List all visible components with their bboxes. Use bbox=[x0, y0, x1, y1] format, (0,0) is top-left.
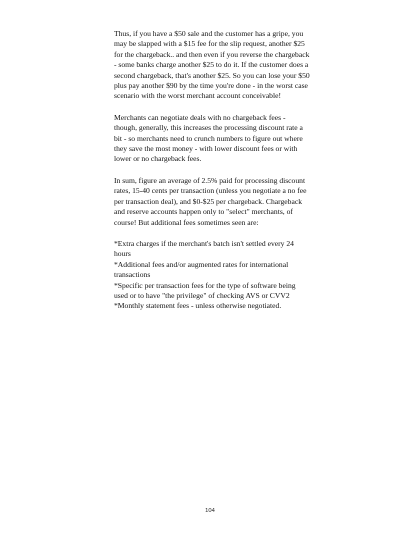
page-number: 104 bbox=[205, 508, 215, 514]
paragraph-summary: In sum, figure an average of 2.5% paid for processing discount rates, 15-40 cents per transaction (unless you negotiate a no fee per transaction deal), and $0-$25 per chargeback. Chargeback and reserve accounts happen only to "select" merchants, of course! But additional fees sometimes seen are: bbox=[114, 175, 307, 227]
paragraph-negotiate-fees: Merchants can negotiate deals with no chargeback fees - though, generally, this increases the processing discount rate a bit - so merchants need to crunch numbers to figure out where they save the most money - with lower discount fees or with lower or no chargeback fees. bbox=[114, 112, 303, 164]
list-item: *Additional fees and/or augmented rates for international transactions bbox=[114, 259, 289, 280]
list-item: *Extra charges if the merchant's batch isn't settled every 24 hours bbox=[114, 238, 294, 259]
list-item: *Monthly statement fees - unless otherwise negotiated. bbox=[114, 301, 282, 311]
additional-fees-list bbox=[114, 239, 310, 312]
list-item: *Specific per transaction fees for the type of software being used or to have "the privilege" of checking AVS or CVV2 bbox=[114, 280, 296, 300]
paragraph-chargeback-costs: Thus, if you have a $50 sale and the customer has a gripe, you may be slapped with a $15 fee for the slip request, another $25 for the chargeback.. and then even if you reverse the chargeback - some banks charge another $25 to do it. If the customer does a second chargeback, that's another $25. So you can lose your $50 plus pay another $90 by the time you're done - in the worst case scenario with the worst merchant account conceivable! bbox=[114, 29, 310, 101]
page-body bbox=[114, 29, 310, 312]
